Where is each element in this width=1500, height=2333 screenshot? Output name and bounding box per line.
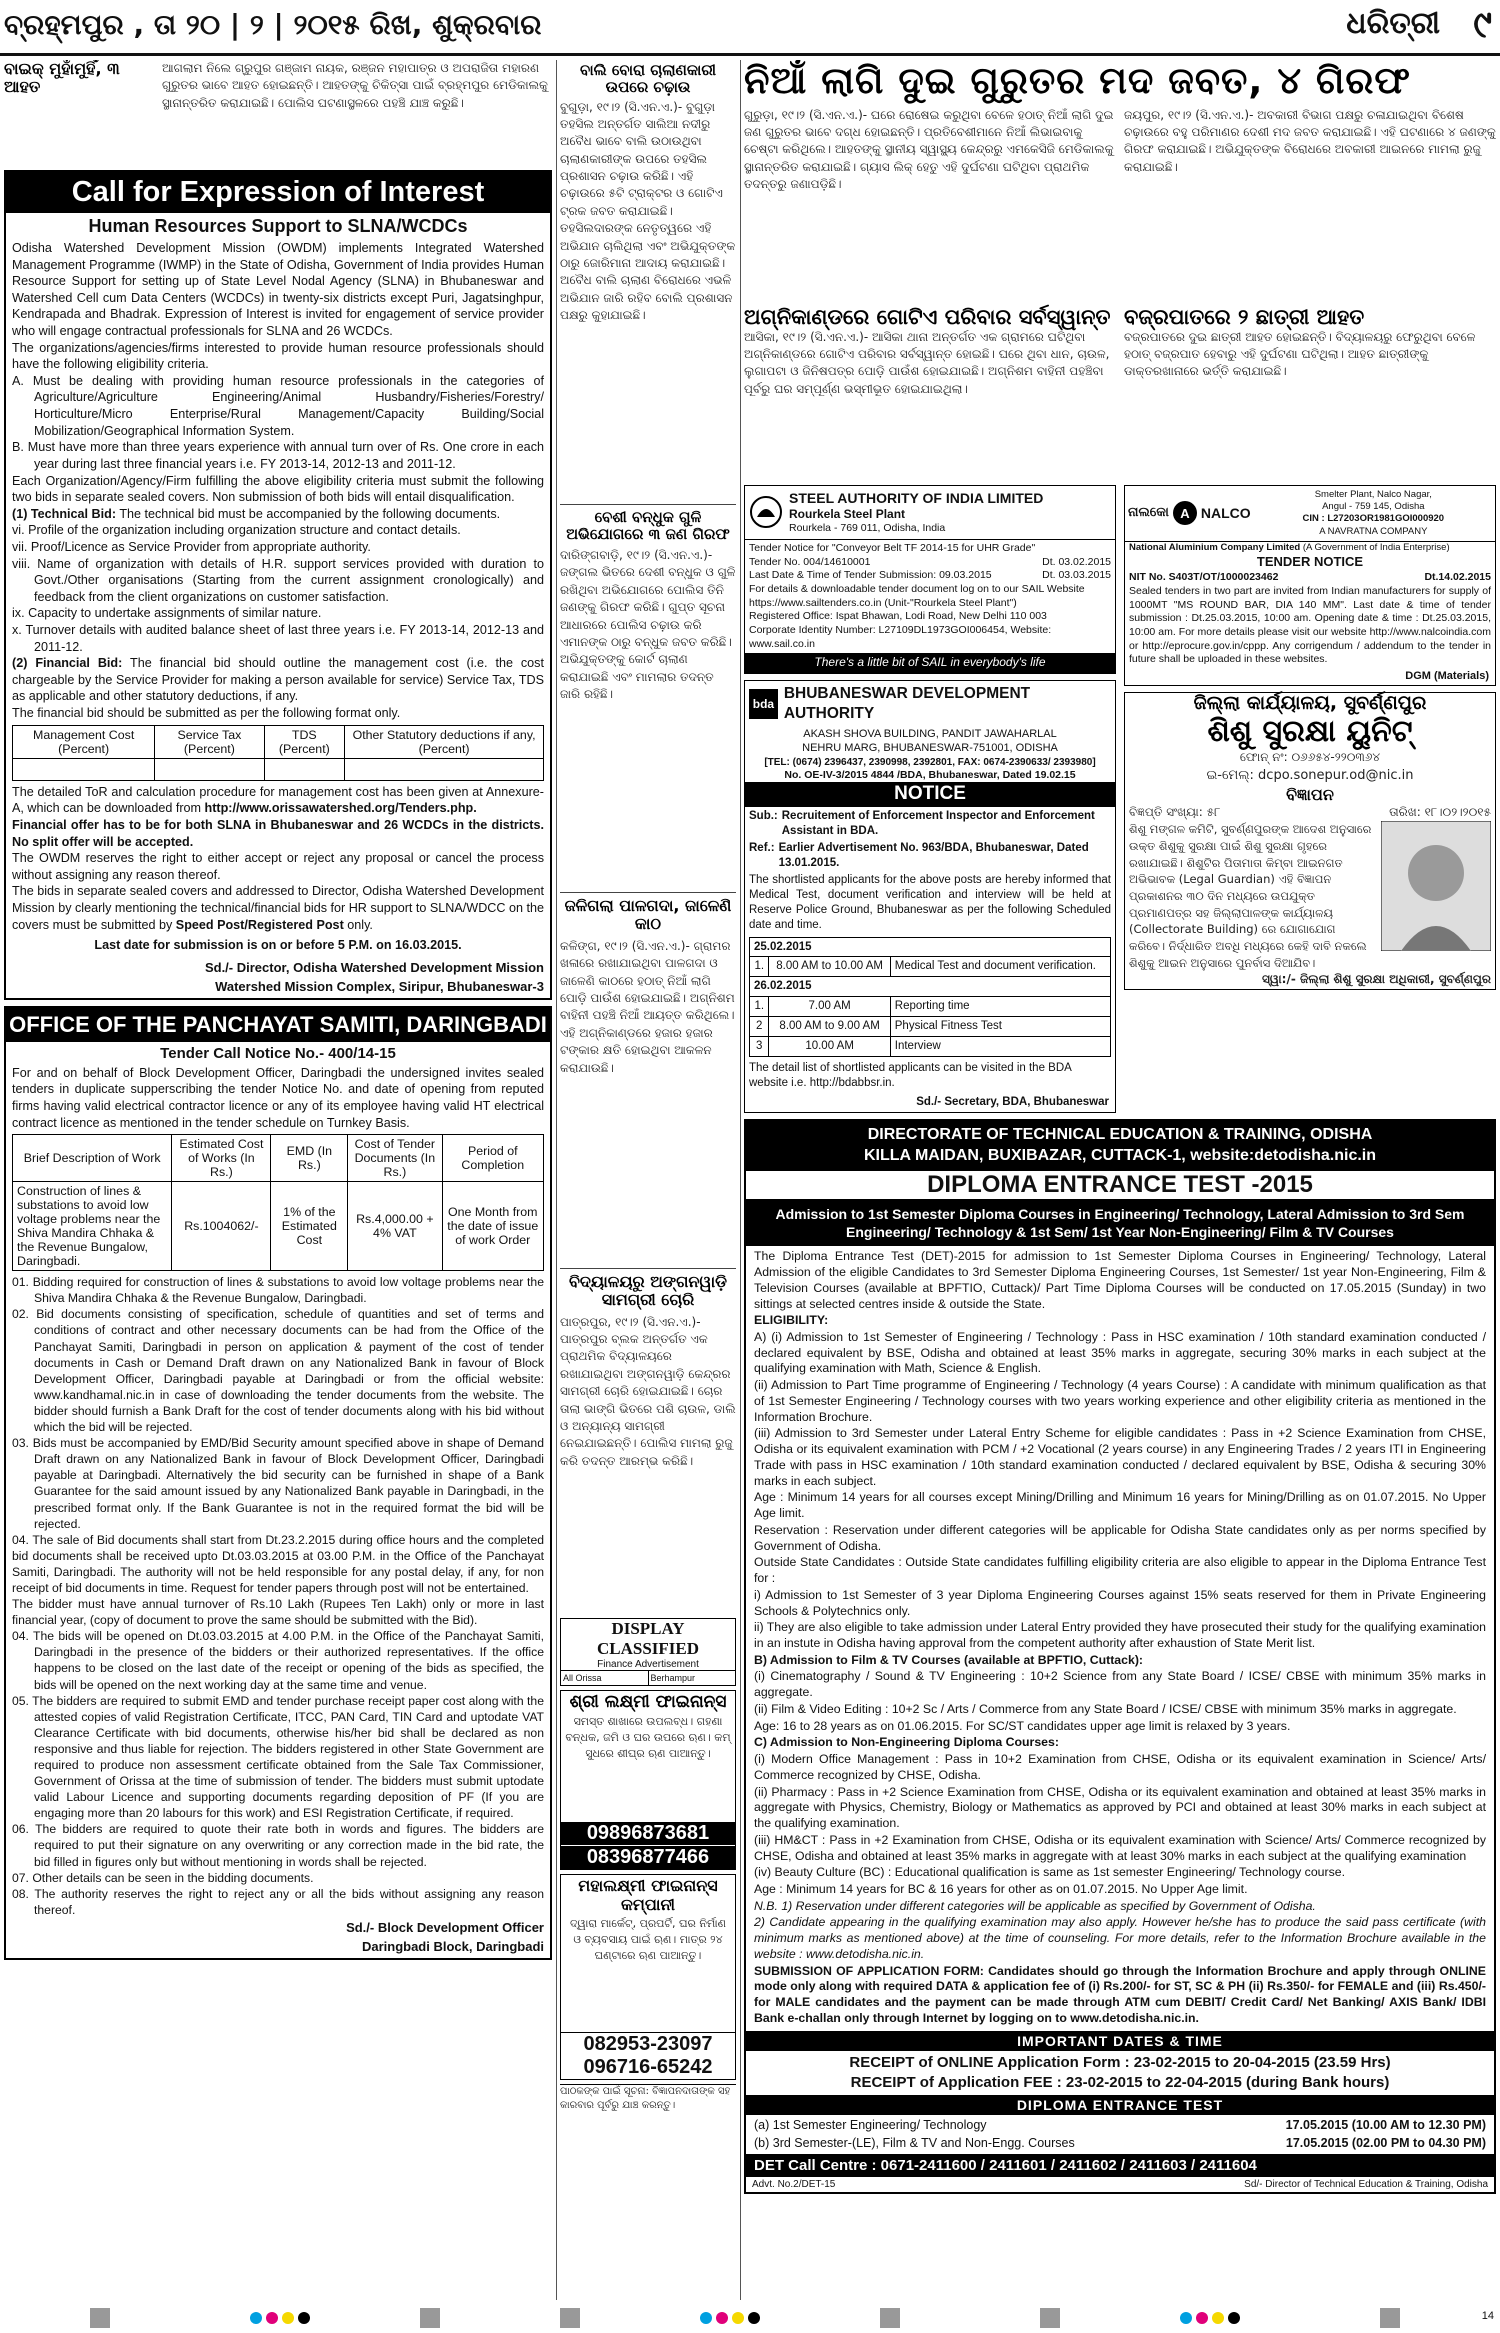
news-title: ଜଳିଗଲା ପାଳଗଦା, ଜାଳେଣି କାଠ: [560, 892, 736, 938]
det-para: Age : Minimum 14 years for all courses except Mining/Drilling and Minimum 16 years for Mining/Drilling as on 01.07.2015. No Upper Age limit.: [754, 1490, 1486, 1521]
registration-square: [1380, 2308, 1400, 2328]
table-header: Service Tax (Percent): [155, 725, 264, 758]
bda-detail: The detail list of shortlisted applicants can be visited in the BDA website i.e. http://bdabbsr.in.: [749, 1062, 1072, 1090]
child-photo-icon: [1381, 821, 1491, 951]
masthead: [0, 0, 1500, 56]
bda-name: BHUBANESWAR DEVELOPMENT AUTHORITY: [783, 684, 1031, 722]
cfe-criterion-a: A. Must be dealing with providing human resource professionals in the categories of Agriculture/Agriculture Engineering/Animal Husbandry/Fisheries/Forestry/ Horticulture/Micro Enterprise/Rural Management/Capacity Building/Social Mobilization/Geographical Information System.: [12, 373, 544, 438]
bda-schedule-table: [749, 937, 1111, 1058]
child-protection-notice: [1124, 692, 1496, 990]
call-centre: DET Call Centre : 0671-2411600 / 2411601 / 2411602 / 2411603 / 2411604: [746, 2154, 1494, 2177]
table-row: [750, 997, 1111, 1017]
det-para: (ii) Film & Video Editing : 10+2 Sc / Arts / Commerce from any State Board / ICSE/ CBSE with minimum 35% marks in aggregate.: [754, 1701, 1457, 1716]
sail-cin: Corporate Identity Number: L27109DL1973GOI006454, Website: www.sail.co.in: [749, 623, 1052, 650]
phone-number: 08396877466: [561, 1845, 735, 1869]
bda-ref: Earlier Advertisement No. 963/BDA, Bhubaneswar, Dated 13.01.2015.: [778, 841, 1089, 869]
tender-point: 04. The sale of Bid documents shall start from Dt.23.2.2015 during office hours and the completed bid documents shall be received upto Dt.03.03.2015 at 03.00 P.M. in the Office of the Panchayat Samiti, Daringbadi. The authority will not be held responsible for any postal delay, if any, for non receipt of bid documents in time. Request for tender papers through post will not be entertained.: [12, 1532, 544, 1595]
det-directorate: DIRECTORATE OF TECHNICAL EDUCATION & TRAINING, ODISHA: [867, 1125, 1373, 1143]
print-registration-marks: [0, 2306, 1500, 2330]
tender-point: 07. Other details can be seen in the bidding documents.: [12, 1870, 314, 1885]
receipt-online: RECEIPT of ONLINE Application Form : 23-02-2015 to 20-04-2015 (23.59 Hrs): [849, 2053, 1391, 2071]
district-office: ଜିଲ୍ଲା କାର୍ଯ୍ୟାଳୟ, ସୁବର୍ଣ୍ଣପୁର: [1193, 692, 1427, 715]
registration-square: [1040, 2308, 1060, 2328]
test-sitting-a-time: 17.05.2015 (10.00 AM to 12.30 PM): [1285, 2118, 1486, 2133]
det-para: C) Admission to Non-Engineering Diploma Courses:: [754, 1735, 1059, 1750]
tender-point: 04. The bids will be opened on Dt.03.03.2015 at 4.00 P.M. in the Office of the Panchayat Samiti, Daringbadi in the presence of the bidders or their authorized representatives. If the office happens to be closed on the last date of the receipt or opening of the bids as specified, the bids will be opened on the next working day at the same time and venue.: [12, 1629, 544, 1692]
nalco-nit: NIT No. S403T/OT/1000023462: [1129, 571, 1279, 584]
det-admission-banner: Admission to 1st Semester Diploma Courses in Engineering/ Technology, Lateral Admission to 3rd Sem Engineering/ Technology & 1st Sem/ 1st Year Non-Engineering/ Film & TV Courses: [746, 1201, 1494, 1247]
submit-text: The bids in separate sealed covers and addressed to Director, Odisha Watershed Development Mission by clearly mentioning the technical/financial bids for HR support to SLNA/WDCC on the covers must be submitted by: [12, 884, 544, 932]
table-cell: 3: [750, 1037, 769, 1057]
rate-cell: All Orissa: [561, 1671, 649, 1685]
bda-notice: [744, 680, 1116, 1113]
nalco-cin: CIN : L27203OR1981GOI000920: [1302, 513, 1445, 525]
doc-item: vii. Proof/Licence as Service Provider from appropriate authority.: [12, 539, 371, 554]
registration-square: [560, 2308, 580, 2328]
nalco-navratna: A NAVRATNA COMPANY: [1319, 525, 1428, 537]
sail-tender-no: Tender No. 004/14610001: [749, 555, 871, 568]
table-row: [750, 1017, 1111, 1037]
table-cell: 8.00 AM to 10.00 AM: [769, 957, 890, 977]
classified-sub: Finance Advertisement: [561, 1659, 735, 1671]
det-para: i) Admission to 1st Semester of 3 year Diploma Engineering Courses against 15% seats reserved for them in Private Engineering Schools & Polytechnics only.: [754, 1587, 1486, 1618]
child-notice-title: ବିଜ୍ଞାପନ: [1286, 784, 1334, 804]
table-header: TDS (Percent): [264, 725, 345, 758]
fin-bid-text: The financial bid should outline the management cost (i.e. the cost chargeable by the Service Provider for making a person available for service) Service Tax, TDS as applicable and other statutory deductions, if any.: [12, 656, 544, 704]
finance-text: ଦ୍ୱାରା ମାର୍କେଟ୍, ପ୍ରପର୍ଟି, ଘର ନିର୍ମାଣ ଓ ବ୍ୟବସାୟ ପାଇଁ ଋଣ। ମାତ୍ର ୨୪ ଘଣ୍ଟାରେ ଋଣ ପାଆନ୍ତୁ।: [569, 1916, 726, 1962]
det-title: DIPLOMA ENTRANCE TEST -2015: [746, 1171, 1494, 1201]
det-para: (iv) Beauty Culture (BC) : Educational qualification is same as 1st semester Engineering/ Technology course.: [754, 1865, 1345, 1880]
table-cell: [345, 758, 544, 780]
classified-title: DISPLAY CLASSIFIED: [596, 1618, 700, 1658]
cfe-eligibility-intro: The organizations/agencies/firms interested to provide human resource professionals should have the following eligibility criteria.: [12, 340, 544, 372]
fin-format: The financial bid should be submitted as per the following format only.: [12, 706, 401, 721]
tender-point: 02. Bid documents consisting of specification, schedule of quantities and set of terms and conditions of contract and other necessary documents can be had from the Office of the Panchayat Samiti, Daringbadi in person on application & payment of the cost of tender documents in Cash or Demand Draft drawn on any Nationalized Bank in favour of Block Development Officer, Daringbadi payable at Daringbadi or from the official website: www.kandhamal.nic.in in case of downloading the tender documents from the website. The bidder should furnish a Bank Draft for the cost of tender documents along with his bid without which the bid will be rejected.: [12, 1307, 544, 1435]
sail-reg-office: Registered Office: Ispat Bhawan, Lodi Road, New Delhi 110 003: [749, 610, 1047, 623]
det-para: (iii) HM&CT : Pass in +2 Examination from CHSE, Odisha or its equivalent examination with Science/ Arts/ Commerce recognized by CHSE, Odisha and obtained at least 35% marks in aggregate with at least 30% marks in each subject at the qualifying examination: [754, 1832, 1486, 1863]
nalco-text: Sealed tenders in two part are invited from Indian manufacturers for supply of 1000MT "MS ROUND BAR, DIA 140 MM". Last date & time of tender submission : Dt.25.03.2015, 10:00 am. Opening date & time : Dt.25.03.2015, 10:00 am. For more details please visit our website http://www.nalcoindia.com or http://eprocure.gov.in/cppp. Any corrigendum / addendum to the tender in future shall be uploaded in these websites.: [1129, 584, 1491, 666]
schedule-date: 25.02.2015: [750, 937, 1111, 957]
panchayat-tender: [4, 1006, 552, 1960]
tender-notice-no: Tender Call Notice No.- 400/14-15: [160, 1044, 396, 1062]
nalco-tender: [1124, 485, 1496, 686]
nalco-logo: NALCO: [1200, 505, 1251, 522]
page-code: 14: [1481, 2310, 1494, 2322]
det-para: (iii) Admission to 3rd Semester under Lateral Entry Scheme for eligible candidates : Pass in +2 Science Examination from CHSE, Odisha or its equivalent examination with PCM / +2 Vocational (2 years course) in any Engineering Trades / 2 years ITI in Engineering Trade with pass in HSC examination / 10th standard examination conducted / declared equivalent by BSE, Odisha & securing 30% marks in each subject.: [754, 1426, 1486, 1488]
nalco-name: National Aluminium Company Limited: [1129, 542, 1301, 554]
nalco-signature: DGM (Materials): [1405, 669, 1489, 682]
registration-dot: [1196, 2312, 1208, 2324]
phone-number: 09896873681: [561, 1822, 735, 1845]
registration-square: [880, 2308, 900, 2328]
table-header: Estimated Cost of Works (In Rs.): [172, 1135, 271, 1182]
finance-ad: [560, 1690, 736, 1871]
sail-address: Rourkela - 769 011, Odisha, India: [789, 522, 946, 535]
child-phone: ଫୋନ୍ ନଂ: ୦୬୬୫୪-୨୨୦୩୬୪: [1239, 750, 1381, 765]
det-para: 2) Candidate appearing in the qualifying examination may also apply. However he/she has to produce the said pass certificate (with minimum marks as mentioned above) at the time of counseling. For more details, refer to the Information Brochure available in the website : www.detodisha.nic.in.: [754, 1915, 1486, 1961]
table-cell: [264, 758, 345, 780]
registration-dot: [1212, 2312, 1224, 2324]
classified-box: [560, 1618, 736, 1686]
child-signature: ସ୍ୱା:/- ଜିଲ୍ଲା ଶିଶୁ ସୁରକ୍ଷା ଅଧିକାରୀ, ସୁବର୍ଣ୍ଣପୁର: [1262, 972, 1491, 987]
nalco-logo-odia: ନାଲକୋ: [1128, 504, 1169, 520]
registration-dot: [716, 2312, 728, 2324]
test-sitting-b: (b) 3rd Semester-(LE), Film & TV and Non-Engg. Courses: [754, 2135, 1075, 2150]
table-cell: Rs.1004062/-: [172, 1182, 271, 1271]
bda-address: AKASH SHOVA BUILDING, PANDIT JAWAHARLAL: [803, 728, 1057, 741]
table-header: Period of Completion: [442, 1135, 544, 1182]
det-para: (i) Cinematography / Sound & TV Engineering : 10+2 Science from any State Board / ICSE/ CBSE with minimum 35% marks in aggregate.: [754, 1669, 1486, 1700]
finance-title: ମହାଲକ୍ଷ୍ମୀ ଫାଇନାନ୍ସ କମ୍ପାନୀ: [578, 1876, 718, 1914]
bda-subject: Recruitement of Enforcement Inspector and Enforcement Assistant in BDA.: [781, 810, 1095, 837]
cfe-address: Watershed Mission Complex, Siripur, Bhubaneswar-3: [215, 978, 544, 994]
news-text: ବଜ୍ରପାତରେ ଦୁଇ ଛାତ୍ରୀ ଆହତ ହୋଇଛନ୍ତି। ବିଦ୍ୟାଳୟରୁ ଫେରୁଥିବା ବେଳେ ହଠାତ୍ ବଜ୍ରପାତ ହେବାରୁ ଏହି ଦୁର୍ଘଟଣା ଘଟିଥିଲା। ଆହତ ଛାତ୍ରୀଙ୍କୁ ଡାକ୍ତରଖାନାରେ ଭର୍ତ୍ତି କରାଯାଇଛି।: [1124, 329, 1476, 379]
bda-ref-no: No. OE-IV-3/2015 4844 /BDA, Bhubaneswar, Dated 19.02.15: [784, 768, 1076, 781]
schedule-date: 26.02.2015: [750, 977, 1111, 997]
sail-last-date: Last Date & Time of Tender Submission: 09.03.2015: [749, 569, 992, 582]
table-cell: Interview: [890, 1037, 1110, 1057]
table-header: Other Statutory deductions if any, (Percent): [345, 725, 544, 758]
det-advt-no: Advt. No.2/DET-15: [752, 2179, 836, 2191]
doc-item: x. Turnover details with audited balance sheet of last three years i.e. FY 2013-14, 2012-13 and 2011-12.: [12, 623, 544, 654]
news-title: ବଜ୍ରପାତରେ ୨ ଛାତ୍ରୀ ଆହତ: [1124, 304, 1365, 329]
det-para: Outside State Candidates : Outside State candidates fulfilling eligibility criteria are also eligible to appear in the Diploma Entrance Test for :: [754, 1555, 1486, 1586]
news-title: ବେଶୀ ବନ୍ଧୁକ ଗୁଳି ଅଭିଯୋଗରେ ୩ ଜଣ ଗିରଫ: [560, 504, 736, 548]
sail-unit: Rourkela Steel Plant: [789, 506, 906, 521]
child-email: ଇ-ମେଲ୍: dcpo.sonepur.od@nic.in: [1206, 767, 1414, 783]
det-para: Age : Minimum 14 years for BC & 16 years for other as on 01.07.2015. No Upper Age limit.: [754, 1881, 1248, 1896]
bdo-address: Daringbadi Block, Daringbadi: [361, 1938, 544, 1954]
nalco-address: Smelter Plant, Nalco Nagar,: [1314, 488, 1432, 500]
det-header: [746, 1121, 1494, 1171]
cfe-advertisement: [4, 170, 552, 1000]
child-notice-no: ବିଜ୍ଞପ୍ତି ସଂଖ୍ୟା: ୫୮: [1129, 805, 1221, 820]
reserve-text: The OWDM reserves the right to either accept or reject any proposal or cancel the process without assigning any reason thereof.: [12, 851, 544, 882]
det-para: (ii) Pharmacy : Pass in +2 Science Examination from CHSE, Odisha or its equivalent examination and obtained at least 35% marks in aggregate with Physics, Chemistry, Biology or Mathematics as approved by PCI and obtained at least 30% marks in each subject at the qualifying examination.: [754, 1784, 1486, 1831]
det-address: KILLA MAIDAN, BUXIBAZAR, CUTTACK-1, website:detodisha.nic.in: [864, 1146, 1376, 1164]
nalco-logo-icon: [1172, 500, 1198, 526]
news-text: ଆଗଲାମ ନିଲେ ଗ୍ରୁପୁର ଗଞ୍ଜାମ ନାୟକ, ରଞ୍ଜନ ମହାପାତ୍ର ଓ ଅପରାଜିତା ମହାରଣ ଗୁରୁତର ଭାବେ ଆହତ ହୋଇଛନ୍ତି। ଆହତଙ୍କୁ ଚିକିତ୍ସା ପାଇଁ ବ୍ରହ୍ମପୁର ମେଡିକାଲକୁ ସ୍ଥାନାନ୍ତରିତ କରାଯାଇଛି। ପୋଲିସ ଘଟଣାସ୍ଥଳରେ ପହଞ୍ଚି ଯାଞ୍ଚ କରୁଛି।: [162, 61, 548, 110]
table-cell: [13, 758, 155, 780]
table-cell: Medical Test and document verification.: [890, 957, 1110, 977]
table-cell: Construction of lines & substations to avoid low voltage problems near the Shiva Mandira Chhaka & the Revenue Bungalow, Daringbadi.: [13, 1182, 172, 1271]
det-para: B) Admission to Film & TV Courses (available at BPFTIO, Cuttack):: [754, 1652, 1144, 1667]
table-header: Brief Description of Work: [13, 1135, 172, 1182]
submit-tail: only.: [347, 917, 373, 932]
table-header: EMD (In Rs.): [271, 1135, 348, 1182]
sail-tender-for: Tender Notice for "Conveyor Belt TF 2014-15 for UHR Grade": [749, 542, 1036, 555]
tender-point: 05. The bidders are required to submit EMD and tender purchase receipt paper cost along with the attested copies of valid Registration Certificate, ITCC, PAN Card, TIN Card and uptodate VAT Clearance Certificate with bid documents, otherwise his/her bid shall be declared as non responsive and thus liable for rejection. The bidders registered in other State Government are required to produce non assessment certificate obtained from the Sale Tax Commissioner, Government of Orissa at the time of submission of tender. The bidders must submit uptodate valid Labour Licence and supporting documents regarding deposition of PF (If you are engaging more than 20 labours for this work) and ESI Registration Certificate, if required.: [12, 1693, 544, 1821]
bda-phone: [TEL: (0674) 2396437, 2390998, 2392801, FAX: 0674-2390633/ 2393980]: [764, 756, 1096, 768]
news-text: ଗୁରୁଡ଼ା, ୧୯।୨ (ସି.ଏନ.ଏ.)- ଘରେ ରୋଷେଇ କରୁଥିବା ବେଳେ ହଠାତ୍ ନିଆଁ ଲାଗି ଦୁଇ ଜଣ ଗୁରୁତର ଭାବେ ଦଗ୍ଧ ହୋଇଛନ୍ତି। ପ୍ରତିବେଶୀମାନେ ନିଆଁ ଲିଭାଇବାକୁ ଚେଷ୍ଟା କରିଥିଲେ। ଆହତଙ୍କୁ ସ୍ଥାନୀୟ ସ୍ୱାସ୍ଥ୍ୟ କେନ୍ଦ୍ରରୁ ଏମକେସିଜି ମେଡିକାଲକୁ ସ୍ଥାନାନ୍ତରିତ କରାଯାଇଛି। ଗ୍ୟାସ ଲିକ୍ ହେତୁ ଏହି ଦୁର୍ଘଟଣା ଘଟିଥିବା ପ୍ରାଥମିକ ତଦନ୍ତରୁ ଜଣାପଡ଼ିଛି।: [744, 107, 1114, 192]
cfe-subtitle: Human Resources Support to SLNA/WCDCs: [88, 216, 468, 236]
sail-details: For details & downloadable tender document log on to our SAIL Website https://www.sailtenders.co.in (Unit-"Rourkela Steel Plant"): [749, 583, 1085, 609]
registration-dot: [732, 2312, 744, 2324]
registration-dot: [266, 2312, 278, 2324]
cfe-title: Call for Expression of Interest: [6, 172, 550, 213]
table-cell: [155, 758, 264, 780]
tender-point: 06. The bidders are required to quote their rate both in words and figures. The bidders are required to put their signature on any overwriting or any correction made in the bid rate, the bid filled in figures only but without mentioning in words shall be rejected.: [12, 1822, 544, 1869]
det-para: (i) Modern Office Management : Pass in 10+2 Examination from CHSE, Odisha or its equivalent examination in Science/ Arts/ Commerce recognized by CHSE, Odisha.: [754, 1752, 1486, 1782]
det-bar: DIPLOMA ENTRANCE TEST: [746, 2095, 1494, 2115]
tender-point: 03. Bids must be accompanied by EMD/Bid Security amount specified above in shape of Demand Draft drawn on any Nationalized Bank in favour of Block Development Officer, Daringbadi payable at Daringbadi. Alternatively the bid security can be furnished in shape of a Bank Guarantee for the said amount issued by any Nationalized Bank payable in Daringbadi, in the prescribed format only. If the Bank Guarantee is not in the required format the bid will be rejected.: [12, 1436, 544, 1531]
sail-last-date-dt: Dt. 03.03.2015: [1042, 569, 1111, 582]
det-para: ii) They are also eligible to take admission under Lateral Entry provided they have prosecuted their study for the qualifying examination in an instute in Odisha having approval from the competent authority after exhaustion of State Merit list.: [754, 1620, 1486, 1650]
dateline: ବ୍ରହ୍ମପୁର , ତା ୨୦ | ୨ | ୨୦୧୫ ରିଖ, ଶୁକ୍ରବାର: [4, 8, 542, 41]
news-title: ବାଲି ବୋରା ଚାଲାଣକାରୀ ଉପରେ ଚଢ଼ାଉ: [580, 61, 716, 97]
bda-logo: bda: [749, 689, 778, 719]
det-signature: Sd/- Director of Technical Education & Training, Odisha: [1244, 2179, 1488, 2191]
doc-item: vi. Profile of the organization including organization structure and contact details.: [12, 523, 461, 538]
cfe-signature: Sd./- Director, Odisha Watershed Development Mission: [204, 959, 544, 975]
cfe-intro: Odisha Watershed Development Mission (OWDM) implements Integrated Watershed Management Programme (IWMP) in the State of Odisha, Government of India provides Human Resource Support for setting up of State Level Nodal Agency (SLNA) in Bhubaneswar and Watershed Cell cum Data Centers (WCDCs) in twenty-six districts except Puri, Jagatsinghpur, Kendrapada and Bhadrak. Expression of Interest is invited for engagement of service provider who will engage contractual professionals for SLNA and 26 WCDCs.: [12, 241, 544, 339]
table-header: Management Cost (Percent): [13, 725, 155, 758]
fin-bid-label: (2) Financial Bid:: [12, 656, 123, 671]
column-rule: [556, 60, 557, 2300]
registration-dot: [298, 2312, 310, 2324]
svg-text:A: A: [1180, 506, 1190, 522]
registration-square: [420, 2308, 440, 2328]
news-title: ଅଗ୍ନିକାଣ୍ଡରେ ଗୋଟିଏ ପରିବାର ସର୍ବସ୍ୱାନ୍ତ: [744, 304, 1111, 329]
table-header: Cost of Tender Documents (In Rs.): [348, 1135, 442, 1182]
bda-body: The shortlisted applicants for the above posts are hereby informed that Medical Test, document verification and interview will be held at Reserve Police Ground, Bhubaneswar as per the following Scheduled date and time.: [749, 873, 1111, 931]
child-notice-text: ଶିଶୁ ମଙ୍ଗଳ କମିଟି, ସୁବର୍ଣ୍ଣପୁରଙ୍କ ଆଦେଶ ଅନୁସାରେ ଉକ୍ତ ଶିଶୁକୁ ସୁରକ୍ଷା ପାଇଁ ଶିଶୁ ସୁରକ୍ଷା ଗୃହରେ ରଖାଯାଇଛି। ଶିଶୁଟିର ପିତାମାତା କିମ୍ବା ଆଇନଗତ ଅଭିଭାବକ (Legal Guardian) ଏହି ବିଜ୍ଞାପନ ପ୍ରକାଶନର ୩୦ ଦିନ ମଧ୍ୟରେ ଉପଯୁକ୍ତ ପ୍ରମାଣପତ୍ର ସହ ଜିଲ୍ଲାପାଳଙ୍କ କାର୍ଯ୍ୟାଳୟ (Collectorate Building) ରେ ଯୋଗାଯୋଗ କରିବେ। ନିର୍ଦ୍ଧାରିତ ଅବଧି ମଧ୍ୟରେ କେହି ଦାବି ନକଲେ ଶିଶୁକୁ ଆଇନ ଅନୁସାରେ ପୁନର୍ବାସ ଦିଆଯିବ।: [1129, 822, 1372, 970]
nalco-sub: (A Government of India Enterprise): [1302, 542, 1450, 554]
fin-offer: Financial offer has to be for both SLNA in Bhubaneswar and 26 WCDCs in the districts. No split offer will be accepted.: [12, 817, 544, 849]
table-cell: 10.00 AM: [769, 1037, 890, 1057]
child-unit-title: ଶିଶୁ ସୁରକ୍ଷା ୟୁନିଟ୍: [1207, 713, 1413, 749]
phone-number: 096716-65242: [583, 2055, 713, 2078]
column-rule: [740, 60, 741, 2300]
nalco-nit-date: Dt.14.02.2015: [1424, 571, 1491, 584]
bdo-signature: Sd./- Block Development Officer: [346, 1919, 544, 1935]
table-cell: 1.: [750, 957, 769, 977]
registration-dot: [1228, 2312, 1240, 2324]
panchayat-intro: For and on behalf of Block Development Officer, Daringbadi the undersigned invites sealed tenders in duplicate supperscribing the tender Notice No. and date of opening from reputed firms having valid electrical contractor licence or any of its employee having valid HT electrical contract licence as mentioned in the tender schedule on Turnkey Basis.: [12, 1065, 544, 1130]
registration-dot: [282, 2312, 294, 2324]
column-right: [744, 60, 1496, 2194]
news-text: କଳିଙ୍ଗ, ୧୯।୨ (ସି.ଏନ.ଏ.)- ଗ୍ରାମର ଖଳାରେ ରଖାଯାଇଥିବା ପାଳଗଦା ଓ ଜାଳେଣି କାଠରେ ହଠାତ୍ ନିଆଁ ଲାଗି ପୋଡ଼ି ପାଉଁଶ ହୋଇଯାଇଛି। ଅଗ୍ନିଶମ ବାହିନୀ ପହଞ୍ଚି ନିଆଁ ଆୟତ୍ତ କରିଥିଲେ। ଏହି ଅଗ୍ନିକାଣ୍ଡରେ ହଜାର ହଜାର ଟଙ୍କାର କ୍ଷତି ହୋଇଥିବା ଆକଳନ କରାଯାଉଛି।: [560, 938, 735, 1075]
cfe-bid-intro: Each Organization/Agency/Firm fulfilling the above eligibility criteria must submit the following two bids in separate sealed covers. Non submission of both bids will entail disqualification.: [12, 473, 544, 505]
table-row: [750, 957, 1111, 977]
child-notice-date: ତାରିଖ: ୧୮।୦୨।୨୦୧୫: [1389, 805, 1491, 820]
det-intro: The Diploma Entrance Test (DET)-2015 for admission to 1st Semester Diploma Courses in Engineering/ Technology, Lateral Admission of the eligible Candidates to 3rd Semester Diploma Engineering Courses, 1st Semester/ 1st year Non-Engineering, Film & Television Courses (available at BPFTIO, Cuttack)/ Part Time Diploma Courses will be conducted on 17.05.2015 (Sunday) in two sittings at selected centres inside & outside the State.: [754, 1249, 1486, 1311]
tech-bid-label: (1) Technical Bid:: [12, 506, 117, 521]
det-para: Reservation : Reservation under different categories will be applicable for Odisha State candidates only as per norms specified by Government of Odisha.: [754, 1522, 1486, 1553]
det-para: Age: 16 to 28 years as on 01.06.2015. For SC/ST candidates upper age limit is relaxed by 3 years.: [754, 1718, 1291, 1733]
news-title: ବିଦ୍ୟାଳୟରୁ ଅଙ୍ଗନୱାଡ଼ି ସାମଗ୍ରୀ ଚୋରି: [560, 1268, 736, 1314]
rate-cell: Berhampur: [650, 1672, 696, 1683]
det-eligibility: ELIGIBILITY:: [754, 1313, 829, 1328]
column-middle: [560, 60, 736, 2114]
table-row: [750, 1037, 1111, 1057]
table-cell: 2: [750, 1017, 769, 1037]
sail-tender-date: Dt. 03.02.2015: [1042, 555, 1111, 568]
sail-tender: [744, 485, 1116, 674]
tender-point: 01. Bidding required for construction of lines & substations to avoid low voltage problems near the Shiva Mandira Chhaka & the Revenue Bungalow, Daringbadi.: [12, 1275, 544, 1306]
financial-bid-table: [12, 725, 544, 781]
det-advertisement: [744, 1119, 1496, 2194]
sail-tagline: There's a little bit of SAIL in everybody's life: [745, 653, 1115, 673]
cfe-criterion-b: B. Must have more than three years experience with annual turn over of Rs. One crore in each year during last three financial years i.e. FY 2013-14, 2012-13 and 2011-12.: [12, 440, 544, 471]
bda-sub-label: Sub.:: [749, 810, 778, 823]
det-para: N.B. 1) Reservation under different categories will be applicable as specified by Government of Odisha.: [754, 1898, 1316, 1913]
tender-table: [12, 1134, 544, 1271]
registration-dot: [748, 2312, 760, 2324]
news-text: ଆସିକା, ୧୯।୨ (ସି.ଏନ.ଏ.)- ଆସିକା ଥାନା ଅନ୍ତର୍ଗତ ଏକ ଗ୍ରାମରେ ଘଟିଥିବା ଅଗ୍ନିକାଣ୍ଡରେ ଗୋଟିଏ ପରିବାର ସର୍ବସ୍ୱାନ୍ତ ହୋଇଛି। ଘରେ ଥିବା ଧାନ, ଚାଉଳ, ଲୁଗାପଟା ଓ ଜିନିଷପତ୍ର ପୋଡ଼ି ପାଉଁଶ ହୋଇଯାଇଛି। ଅଗ୍ନିଶମ ବାହିନୀ ପହଞ୍ଚିବା ପୂର୍ବରୁ ଘର ସମ୍ପୂର୍ଣ୍ଣ ଭସ୍ମୀଭୂତ ହୋଇଯାଇଥିଲା।: [744, 329, 1110, 396]
table-row: [13, 1182, 544, 1271]
table-cell: Reporting time: [890, 997, 1110, 1017]
doc-item: viii. Name of organization with details of H.R. support services provided with duration to Govt./Other organisations (Starting from the current assignment cronologically) and feedback from the client organizations on customer satisfaction.: [12, 556, 544, 604]
test-sitting-b-time: 17.05.2015 (02.00 PM to 04.30 PM): [1285, 2135, 1486, 2150]
table-cell: Rs.4,000.00 + 4% VAT: [348, 1182, 442, 1271]
sail-name: STEEL AUTHORITY OF INDIA LIMITED: [789, 489, 1044, 506]
table-cell: One Month from the date of issue of work Order: [442, 1182, 544, 1271]
tech-bid-text: The technical bid must be accompanied by the following documents.: [119, 506, 501, 521]
table-cell: Physical Fitness Test: [890, 1017, 1110, 1037]
submit-mode: Speed Post/Registered Post: [175, 917, 344, 932]
table-cell: 1% of the Estimated Cost: [271, 1182, 348, 1271]
finance-ad: [560, 1874, 736, 2080]
det-para: (ii) Admission to Part Time programme of Engineering / Technology (4 years Course) : A candidate with minimum qualification as that of 1st Semester Engineering / Technology courses with two years working experience and other eligibility criteria as mentioned in the Information Brochure.: [754, 1378, 1486, 1424]
registration-dot: [700, 2312, 712, 2324]
important-dates-bar: IMPORTANT DATES & TIME: [746, 2031, 1494, 2051]
page-number: ୯: [1473, 2, 1492, 46]
tor-link[interactable]: http://www.orissawatershed.org/Tenders.php.: [204, 801, 477, 816]
column-left: [4, 60, 552, 1960]
receipt-fee: RECEIPT of Application FEE : 23-02-2015 to 22-04-2015 (during Bank hours): [850, 2073, 1390, 2091]
det-para: SUBMISSION OF APPLICATION FORM: Candidates should go through the Information Brochure and apply through ONLINE mode only along with required DATA & application fee of (i) Rs.200/- for ST, SC & PH (ii) Rs.350/- for FEMALE and (iii) Rs.450/- for MALE candidates and the payment can be made through ATM cum DEBIT/ Credit Card/ Net Banking/ AXIS Bank/ IDBI Bank e-challan only through Internet by logging on to www.detodisha.nic.in.: [754, 1963, 1486, 2025]
doc-item: ix. Capacity to undertake assignments of similar nature.: [12, 606, 322, 621]
finance-title: ଶ୍ରୀ ଲକ୍ଷ୍ମୀ ଫାଇନାନ୍ସ: [569, 1691, 727, 1712]
det-para: A) (i) Admission to 1st Semester of Engineering / Technology : Pass in HSC examination / 10th standard examination conducted / declared equivalent by BSE, Odisha and obtained at least 35% marks in aggregate, securing 30% marks in each subject at the qualifying examination with Math, Science & English.: [754, 1330, 1486, 1376]
table-cell: 7.00 AM: [769, 997, 890, 1017]
registration-dot: [250, 2312, 262, 2324]
bda-address: NEHRU MARG, BHUBANESWAR-751001, ODISHA: [802, 742, 1058, 755]
nalco-notice-title: TENDER NOTICE: [1256, 554, 1364, 570]
news-text: ଦାରିଙ୍ଗବାଡ଼ି, ୧୯।୨ (ସି.ଏନ.ଏ.)- ଜଙ୍ଗଲ ଭିତରେ ଦେଶୀ ବନ୍ଧୁକ ଓ ଗୁଳି ରଖିଥିବା ଅଭିଯୋଗରେ ପୋଲିସ ତିନି ଜଣଙ୍କୁ ଗିରଫ କରିଛି। ଗୁପ୍ତ ସୂଚନା ଆଧାରରେ ପୋଲିସ ଚଢ଼ାଉ କରି ଏମାନଙ୍କ ଠାରୁ ବନ୍ଧୁକ ଜବତ କରିଛି। ଅଭିଯୁକ୍ତଙ୍କୁ କୋର୍ଟ ଚାଲାଣ କରାଯାଇଛି ଏବଂ ମାମଲାର ତଦନ୍ତ ଜାରି ରହିଛି।: [560, 548, 736, 702]
news-title: ବାଇକ୍ ମୁହାଁମୁହିଁ, ୩ ଆହତ: [4, 60, 120, 97]
nalco-address: Angul - 759 145, Odisha: [1322, 501, 1425, 513]
news-text: ଜୟପୁର, ୧୯।୨ (ସି.ଏନ.ଏ.)- ଅବକାରୀ ବିଭାଗ ପକ୍ଷରୁ ଚଳାଯାଇଥିବା ବିଶେଷ ଚଢ଼ାଉରେ ବହୁ ପରିମାଣର ଦେଶୀ ମଦ ଜବତ କରାଯାଇଛି। ଏହି ଘଟଣାରେ ୪ ଜଣଙ୍କୁ ଗିରଫ କରାଯାଇଛି। ଅଭିଯୁକ୍ତଙ୍କ ବିରୋଧରେ ଅବକାରୀ ଆଇନରେ ମାମଲା ରୁଜୁ କରାଯାଇଛି।: [1124, 107, 1496, 174]
bda-ref-label: Ref.:: [749, 841, 775, 854]
last-date: Last date for submission is on or before 5 P.M. on 16.03.2015.: [94, 938, 462, 953]
reader-note: ପାଠକଙ୍କ ପାଇଁ ସୂଚନା: ବିଜ୍ଞାପନଦାତାଙ୍କ ସହ କାରବାର ପୂର୍ବରୁ ଯାଞ୍ଚ କରନ୍ତୁ।: [560, 2084, 736, 2114]
sail-logo-icon: [749, 495, 783, 529]
finance-text: ସମସ୍ତ ଶାଖାରେ ଉପଲବ୍ଧ। ଗହଣା ବନ୍ଧକ, ଜମି ଓ ଘର ଉପରେ ଋଣ। କମ୍ ସୁଧରେ ଶୀଘ୍ର ଋଣ ପାଆନ୍ତୁ।: [565, 1715, 731, 1760]
tor-text: The detailed ToR and calculation procedure for management cost has been given at Annexure-A, which can be downloaded from: [12, 784, 544, 816]
newspaper-brand: ଧରିତ୍ରୀ: [1346, 6, 1440, 41]
table-cell: 8.00 AM to 9.00 AM: [769, 1017, 890, 1037]
bda-signature: Sd./- Secretary, BDA, Bhubaneswar: [916, 1096, 1109, 1109]
table-cell: 1.: [750, 997, 769, 1017]
news-text: ବୁଗୁଡ଼ା, ୧୯।୨ (ସି.ଏନ.ଏ.)- ବୁଗୁଡ଼ା ତହସିଲ ଅନ୍ତର୍ଗତ ସାଲିଆ ନଦୀରୁ ଅବୈଧ ଭାବେ ବାଲି ଉଠାଉଥିବା ଚାଲାଣକାରୀଙ୍କ ଉପରେ ତହସିଲ ପ୍ରଶାସନ ଚଢ଼ାଉ କରିଛି। ଏହି ଚଢ଼ାଉରେ ୫ଟି ଟ୍ରାକ୍ଟର ଓ ଗୋଟିଏ ଟ୍ରକ ଜବତ କରାଯାଇଛି। ତହସିଲଦାରଙ୍କ ନେତୃତ୍ୱରେ ଏହି ଅଭିଯାନ ଚାଲିଥିଲା ଏବଂ ଅଭିଯୁକ୍ତଙ୍କ ଠାରୁ ଜୋରିମାନା ଆଦାୟ କରାଯାଇଛି। ଅବୈଧ ବାଲି ଚାଲାଣ ବିରୋଧରେ ଏଭଳି ଅଭିଯାନ ଜାରି ରହିବ ବୋଲି ପ୍ରଶାସନ ପକ୍ଷରୁ କୁହାଯାଇଛି।: [560, 99, 736, 323]
panchayat-title: OFFICE OF THE PANCHAYAT SAMITI, DARINGBADI: [6, 1008, 550, 1042]
registration-square: [90, 2308, 110, 2328]
bda-notice-title: NOTICE: [745, 782, 1115, 807]
test-sitting-a: (a) 1st Semester Engineering/ Technology: [754, 2118, 987, 2133]
tender-point: 08. The authority reserves the right to reject any or all the bids without assigning any reason thereof.: [12, 1886, 544, 1917]
phone-number: 082953-23097: [561, 2032, 735, 2056]
tender-point: The bidder must have annual turnover of Rs.10 Lakh (Rupees Ten Lakh) only or more in last financial year, (copy of document to prove the same should be submitted with the Bid).: [12, 1597, 544, 1628]
registration-dot: [1180, 2312, 1192, 2324]
lead-headline: ନିଆଁ ଲାଗି ଦୁଇ ଗୁରୁତର ମଦ ଜବତ, ୪ ଗିରଫ: [744, 60, 1411, 102]
news-text: ପାତ୍ରପୁର, ୧୯।୨ (ସି.ଏନ.ଏ.)- ପାତ୍ରପୁର ବ୍ଲକ ଅନ୍ତର୍ଗତ ଏକ ପ୍ରାଥମିକ ବିଦ୍ୟାଳୟରେ ରଖାଯାଇଥିବା ଅଙ୍ଗନୱାଡ଼ି କେନ୍ଦ୍ରର ସାମଗ୍ରୀ ଚୋରି ହୋଇଯାଇଛି। ଚୋର ତାଲା ଭାଙ୍ଗି ଭିତରେ ପଶି ଚାଉଳ, ଡାଲି ଓ ଅନ୍ୟାନ୍ୟ ସାମଗ୍ରୀ ନେଇଯାଇଛନ୍ତି। ପୋଲିସ ମାମଲା ରୁଜୁ କରି ତଦନ୍ତ ଆରମ୍ଭ କରିଛି।: [560, 1314, 736, 1468]
